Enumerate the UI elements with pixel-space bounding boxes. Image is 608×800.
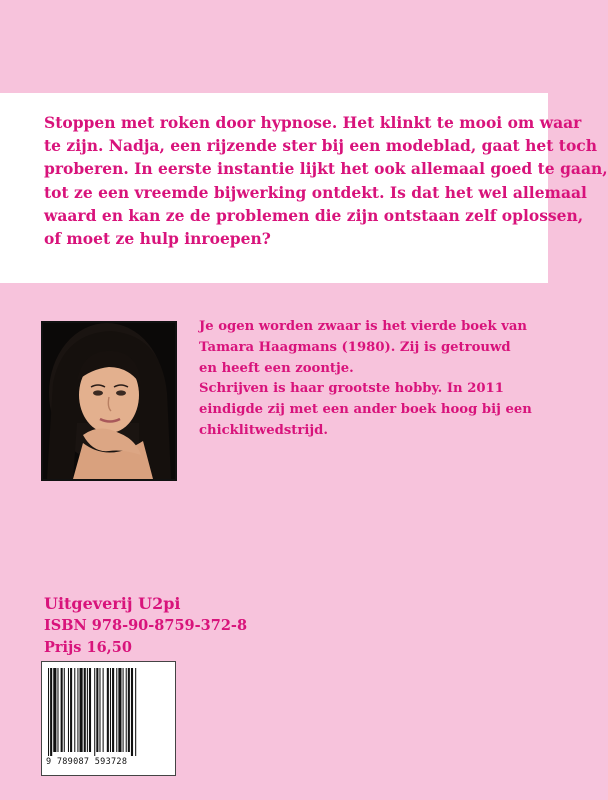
barcode-icon bbox=[48, 668, 169, 756]
barcode-bar bbox=[68, 668, 69, 752]
barcode-bar bbox=[84, 668, 86, 752]
back-cover-blurb bbox=[44, 111, 608, 250]
publisher-name: Uitgeverij U2pi bbox=[44, 594, 181, 613]
barcode-bar bbox=[94, 668, 95, 756]
barcode-bar bbox=[103, 668, 104, 752]
author-bio bbox=[199, 317, 539, 442]
barcode bbox=[41, 661, 176, 776]
barcode-bar bbox=[53, 668, 56, 752]
bio-line: eindigde zij met een ander boek hoog bij een bbox=[199, 402, 532, 418]
bio-line: en heeft een zoontje. bbox=[199, 360, 354, 376]
barcode-bar bbox=[96, 668, 98, 752]
bio-line: Tamara Haagmans (1980). Zij is getrouwd bbox=[199, 339, 511, 355]
barcode-bar bbox=[87, 668, 88, 752]
barcode-bar bbox=[116, 668, 117, 752]
barcode-bar bbox=[135, 668, 136, 756]
barcode-bar bbox=[64, 668, 65, 752]
barcode-bar bbox=[128, 668, 130, 752]
isbn: ISBN 978-90-8759-372-8 bbox=[44, 617, 248, 634]
barcode-bar bbox=[89, 668, 91, 752]
barcode-bar bbox=[57, 668, 58, 752]
bio-line: Je ogen worden zwaar is het vierde boek van bbox=[199, 319, 527, 334]
blurb-line: Stoppen met roken door hypnose. Het klinkt te mooi om waar bbox=[44, 113, 582, 132]
barcode-bar bbox=[118, 668, 121, 752]
barcode-bar bbox=[107, 668, 109, 752]
bio-line: Schrijven is haar grootste hobby. In 2011 bbox=[199, 381, 504, 397]
barcode-bar bbox=[126, 668, 127, 752]
author-portrait-icon bbox=[43, 323, 175, 479]
bio-line: chicklitwedstrijd. bbox=[199, 422, 328, 438]
blurb-line: waard en kan ze de problemen die zijn ontstaan zelf oplossen, bbox=[44, 205, 584, 225]
barcode-bar bbox=[70, 668, 72, 752]
blurb-line: tot ze een vreemde bijwerking ontdekt. Is dat het wel allemaal bbox=[44, 182, 587, 202]
barcode-bar bbox=[99, 668, 100, 752]
barcode-bar bbox=[110, 668, 111, 752]
barcode-bar bbox=[112, 668, 114, 752]
blurb-line: te zijn. Nadja, een rijzende ster bij een modeblad, gaat het toch bbox=[44, 136, 597, 156]
publisher-info bbox=[44, 593, 247, 659]
author-photo bbox=[41, 321, 177, 481]
blurb-line: of moet ze hulp inroepen? bbox=[44, 229, 271, 249]
barcode-digits: 9 789087 593728 bbox=[46, 757, 128, 767]
barcode-bar bbox=[50, 668, 52, 756]
barcode-bar bbox=[74, 668, 75, 752]
barcode-bar bbox=[61, 668, 63, 752]
barcode-bar bbox=[123, 668, 124, 752]
barcode-bar bbox=[80, 668, 83, 752]
barcode-bar bbox=[48, 668, 49, 756]
price: Prijs 16,50 bbox=[44, 639, 132, 656]
blurb-line: proberen. In eerste instantie lijkt het ook allemaal goed te gaan, bbox=[44, 159, 608, 179]
barcode-bar bbox=[131, 668, 133, 756]
barcode-bar bbox=[77, 668, 78, 752]
